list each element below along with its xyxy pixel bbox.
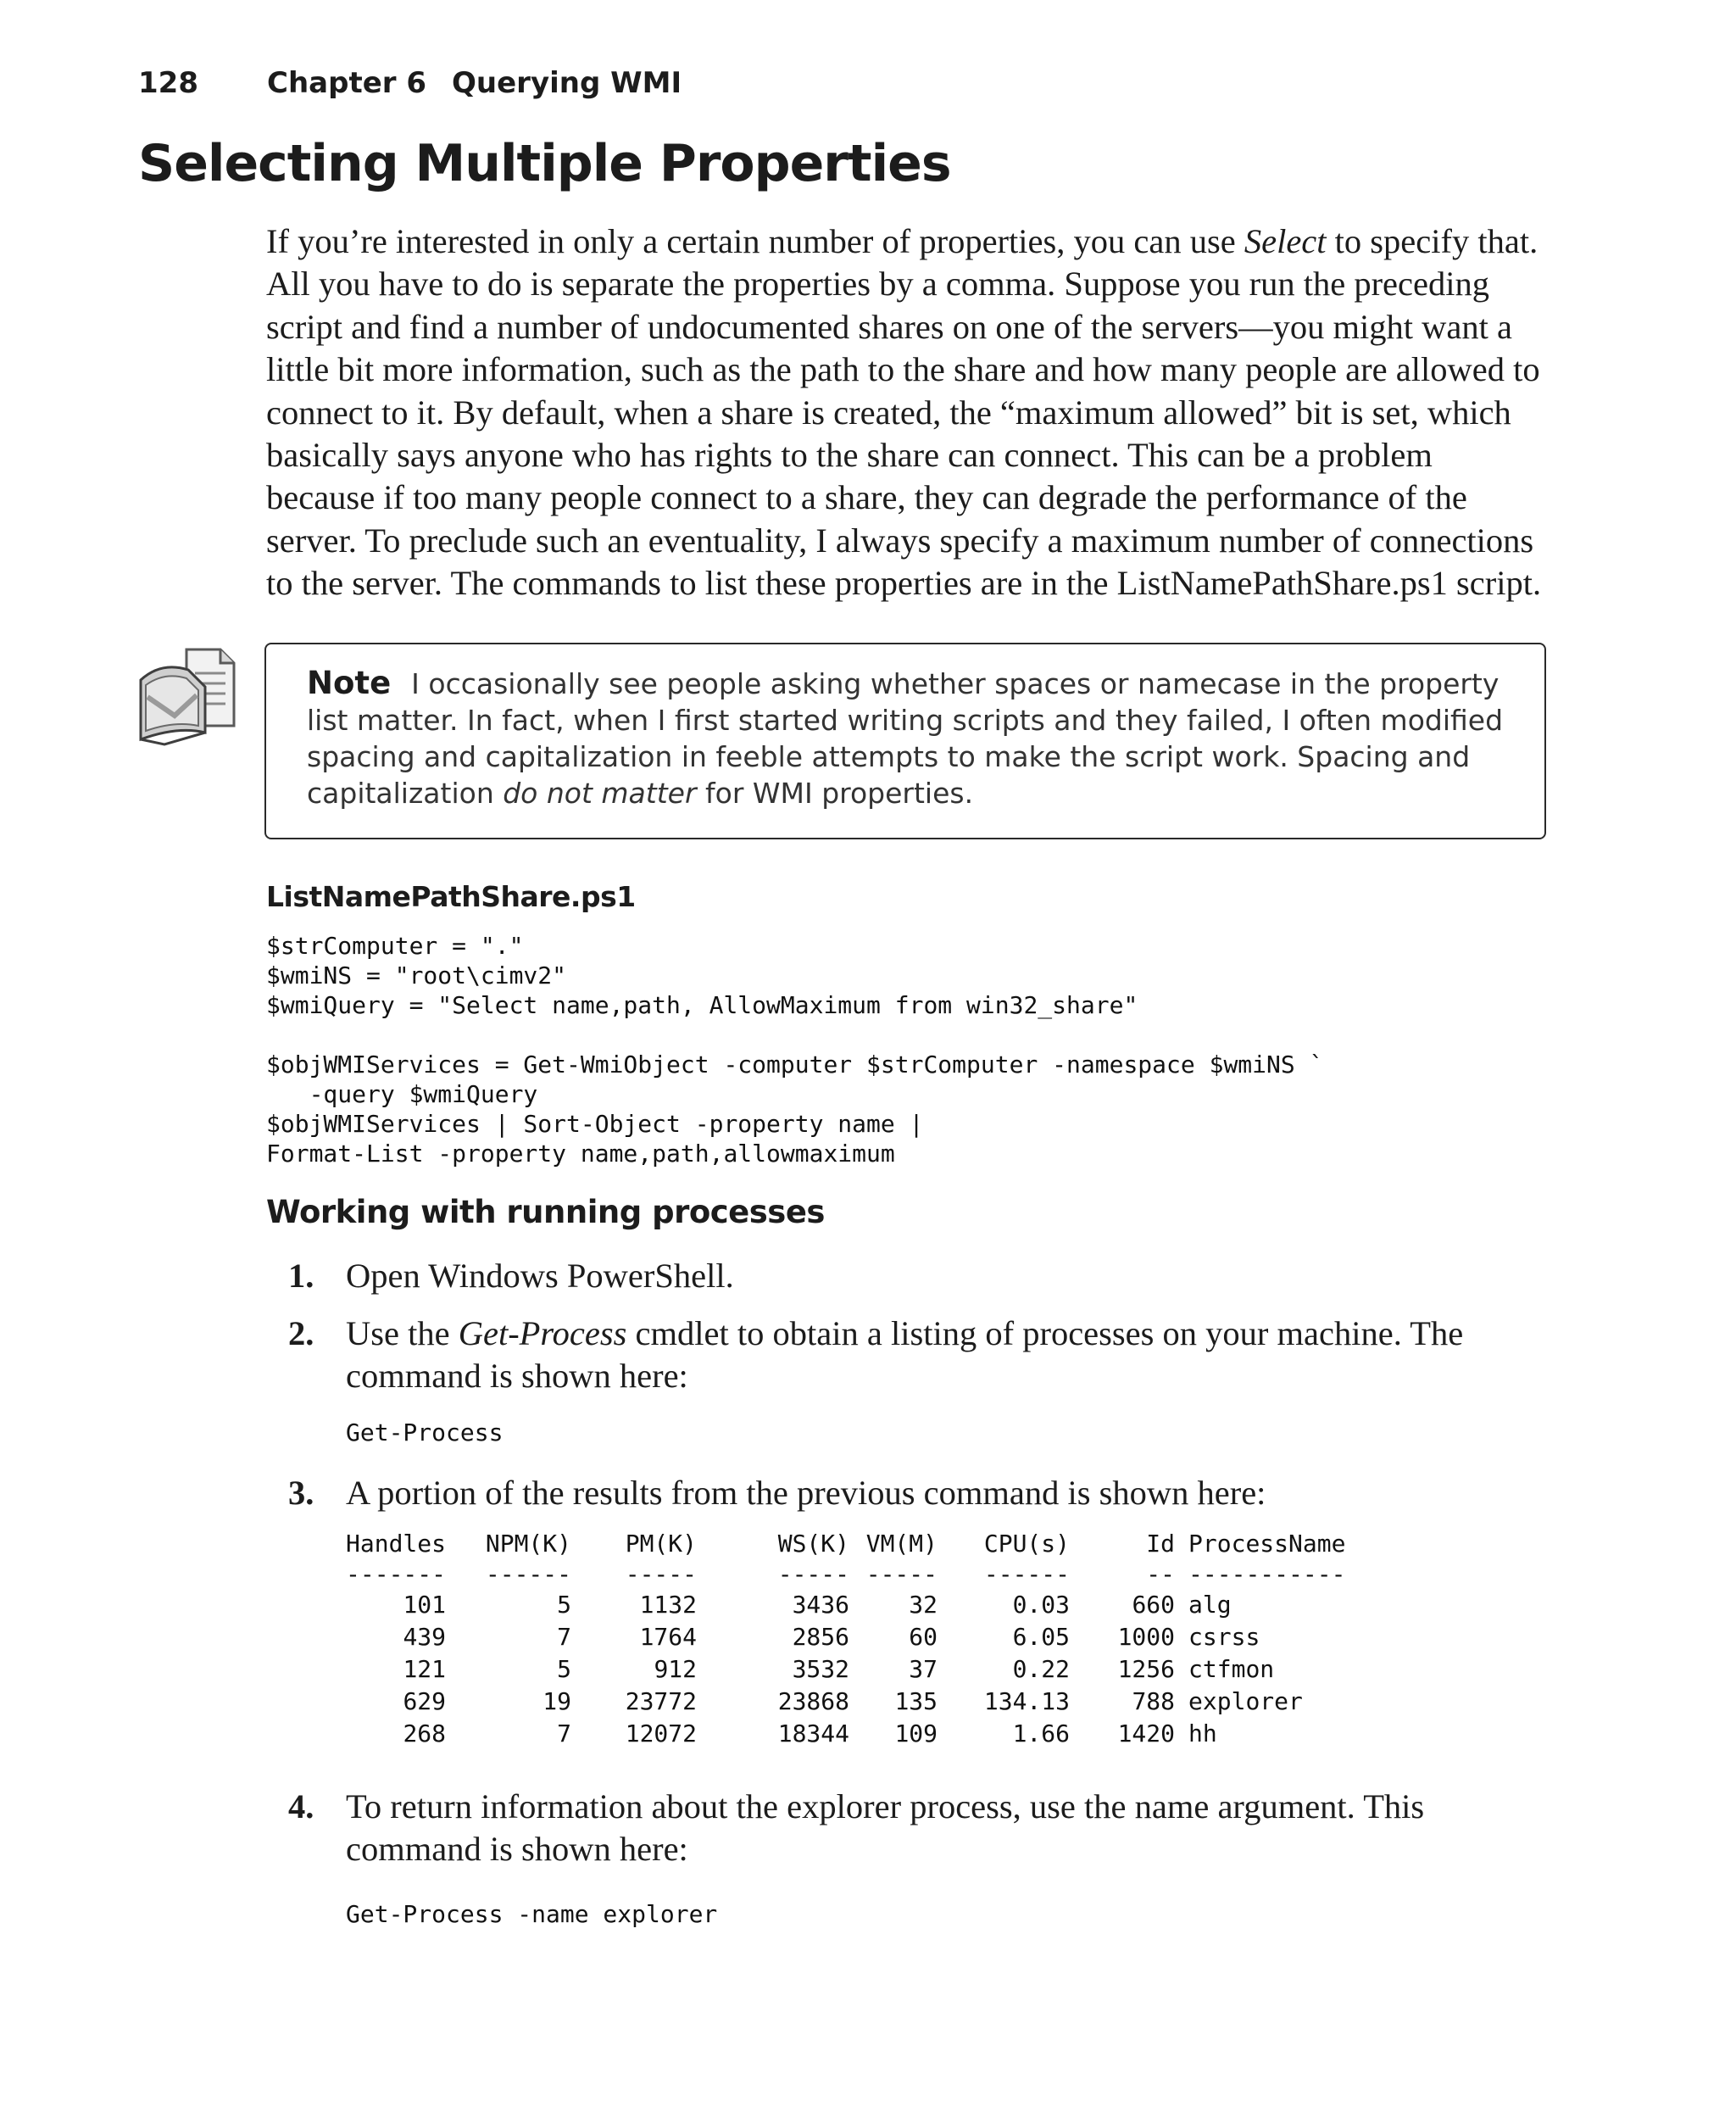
table-cell: explorer	[1188, 1687, 1303, 1715]
table-row	[339, 1589, 1358, 1621]
command-get-process: Get-Process	[346, 1419, 504, 1446]
table-cell: hh	[1188, 1719, 1217, 1747]
table-cell: 12072	[625, 1719, 698, 1747]
step-number: 3.	[288, 1474, 314, 1512]
table-cell: 1.66	[1012, 1719, 1071, 1747]
note-emphasis: do not matter	[503, 777, 697, 810]
table-cell: 121	[403, 1655, 447, 1683]
table-header: Handles	[346, 1530, 447, 1558]
table-cell: ctfmon	[1188, 1655, 1275, 1683]
step-number: 2.	[288, 1314, 314, 1352]
table-cell: 0.22	[1012, 1655, 1071, 1683]
separator: -----	[777, 1560, 850, 1588]
table-header: NPM(K)	[485, 1530, 572, 1558]
table-cell: alg	[1188, 1591, 1232, 1619]
page-number: 128	[138, 66, 198, 100]
procedure-title: Working with running processes	[266, 1194, 825, 1230]
note-label: Note	[307, 665, 392, 701]
table-cell: 101	[403, 1591, 447, 1619]
intro-text-start: If you’re interested in only a certain number of properties, you can use	[266, 222, 1244, 260]
table-cell: 60	[909, 1623, 938, 1651]
table-header: CPU(s)	[983, 1530, 1071, 1558]
table-cell: 1420	[1117, 1719, 1176, 1747]
chapter-title: Querying WMI	[452, 66, 682, 100]
note-box	[264, 643, 1546, 839]
separator: -----	[625, 1560, 698, 1588]
intro-paragraph	[266, 220, 1546, 605]
step-text: A portion of the results from the previous command is shown here:	[346, 1474, 1266, 1512]
table-cell: 18344	[777, 1719, 850, 1747]
step-4	[266, 1786, 1546, 1871]
note-document-icon	[136, 644, 239, 746]
running-head	[138, 66, 682, 100]
separator: -----------	[1188, 1560, 1346, 1588]
table-cell: 1256	[1117, 1655, 1176, 1683]
table-header: WS(K)	[777, 1530, 850, 1558]
table-cell: 7	[557, 1719, 572, 1747]
table-cell: 37	[909, 1655, 938, 1683]
separator: ------	[485, 1560, 572, 1588]
table-cell: 32	[909, 1591, 938, 1619]
table-cell: 2856	[792, 1623, 850, 1651]
step-3	[266, 1472, 1546, 1514]
table-cell: 19	[542, 1687, 572, 1715]
separator: ------	[983, 1560, 1071, 1588]
table-cell: 1000	[1117, 1623, 1176, 1651]
table-cell: 23772	[625, 1687, 698, 1715]
note-text-end: for WMI properties.	[696, 777, 974, 810]
table-cell: 1764	[639, 1623, 698, 1651]
step-1	[266, 1255, 1546, 1297]
table-cell: 3532	[792, 1655, 850, 1683]
table-cell: 1132	[639, 1591, 698, 1619]
table-cell: 912	[654, 1655, 698, 1683]
table-cell: 23868	[777, 1687, 850, 1715]
script-code: $strComputer = "." $wmiNS = "root\cimv2" $wmiQuery = "Select name,path, AllowMaximum from win32_share" $objWMIServices = Get-WmiObject -computer $strComputer -namespace $wmiNS ` -query $wmiQuery $objWMIServices | Sort-Object -property name | Format-List -property name,path,allowmaximum	[266, 932, 1324, 1168]
table-header: PM(K)	[625, 1530, 698, 1558]
table-header: Id	[1146, 1530, 1176, 1558]
section-title: Selecting Multiple Properties	[138, 134, 951, 193]
table-cell: 6.05	[1012, 1623, 1071, 1651]
table-header: ProcessName	[1188, 1530, 1346, 1558]
cmdlet-name: Get-Process	[458, 1314, 627, 1352]
table-row	[339, 1653, 1358, 1686]
table-cell: 135	[894, 1687, 938, 1715]
table-cell: 629	[403, 1687, 447, 1715]
intro-text-end: to specify that. All you have to do is separate the properties by a comma. Suppose you run the preceding script and find a number of undocumented shares on one of the servers—you might want a little bit more information, such as the path to the share and how many people are allowed to connect to it. By default, when a share is created, the “maximum allowed” bit is set, which basically says anyone who has rights to the share can connect. This can be a problem because if too many people connect to a share, they can degrade the performance of the server. To preclude such an eventuality, I always specify a maximum number of connections to the server. The commands to list these properties are in the ListNamePathShare.ps1 script.	[266, 222, 1542, 603]
table-cell: 660	[1132, 1591, 1176, 1619]
table-cell: 439	[403, 1623, 447, 1651]
table-row	[339, 1686, 1358, 1718]
separator: -----	[865, 1560, 938, 1588]
table-cell: 3436	[792, 1591, 850, 1619]
table-cell: 5	[557, 1655, 572, 1683]
step-text	[346, 1313, 1533, 1398]
table-cell: 0.03	[1012, 1591, 1071, 1619]
table-separator-row	[339, 1560, 1358, 1589]
step-number: 1.	[288, 1257, 314, 1295]
table-header: VM(M)	[865, 1530, 938, 1558]
step-2	[266, 1313, 1546, 1398]
separator: --	[1146, 1560, 1176, 1588]
table-header-row	[339, 1528, 1358, 1560]
table-cell: 268	[403, 1719, 447, 1747]
select-term: Select	[1244, 222, 1327, 260]
table-cell: csrss	[1188, 1623, 1260, 1651]
step-text-end: cmdlet to obtain a listing of processes on your machine. The command is shown here:	[346, 1314, 1464, 1396]
table-cell: 109	[894, 1719, 938, 1747]
script-title: ListNamePathShare.ps1	[266, 880, 636, 913]
note-text-start: I occasionally see people asking whether spaces or namecase in the property list matter. In fact, when I first started writing scripts and they failed, I often modified spacing and capitalization in feeble attempts to make the script work. Spacing and capitalization	[307, 667, 1504, 810]
step-text-start: Use the	[346, 1314, 459, 1352]
table-cell: 788	[1132, 1687, 1176, 1715]
table-row	[339, 1718, 1358, 1750]
step-number: 4.	[288, 1787, 314, 1825]
step-text: Open Windows PowerShell.	[346, 1257, 734, 1295]
step-text: To return information about the explorer process, use the name argument. This command is shown here:	[346, 1787, 1425, 1869]
separator: -------	[346, 1560, 447, 1588]
table-row	[339, 1621, 1358, 1653]
table-cell: 7	[557, 1623, 572, 1651]
process-table	[339, 1528, 1358, 1750]
command-get-process-explorer: Get-Process -name explorer	[346, 1900, 718, 1928]
table-cell: 134.13	[983, 1687, 1071, 1715]
table-cell: 5	[557, 1591, 572, 1619]
chapter-label: Chapter 6	[267, 66, 427, 100]
